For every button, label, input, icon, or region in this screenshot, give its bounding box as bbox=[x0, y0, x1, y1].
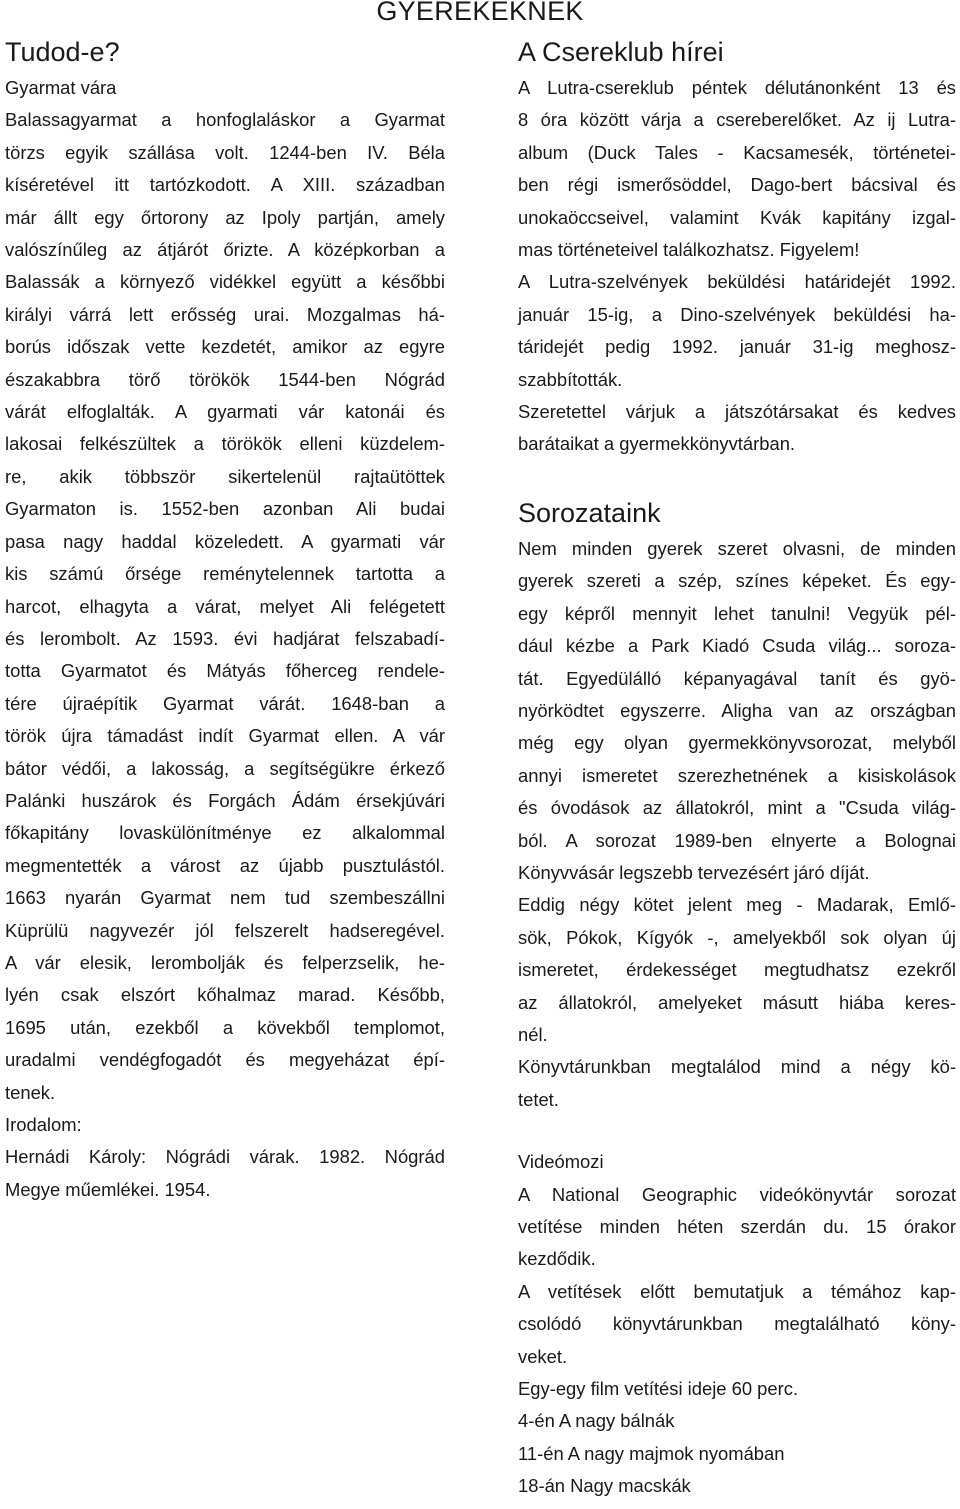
text-line: tére újraépítik Gyarmat várát. 1648-ban a bbox=[5, 692, 445, 714]
text-line: veket. bbox=[518, 1345, 568, 1367]
text-line: török újra támadást indít Gyarmat ellen. A vár bbox=[5, 725, 445, 747]
text-line: A vár elesik, lerombolják és felperzselik, he- bbox=[5, 951, 445, 973]
left-column bbox=[5, 34, 445, 1206]
text-line: barátaikat a gyermekkönyvtárban. bbox=[518, 433, 796, 455]
text-line: lakosai felkészültek a törökök elleni küzdelem- bbox=[5, 433, 445, 455]
text-line: lyén csak elszórt kőhalmaz marad. Később, bbox=[5, 984, 445, 1006]
text-line: A National Geographic videókönyvtár sorozat bbox=[518, 1183, 956, 1205]
text-line: A Lutra-csereklub péntek délutánonként 13 és bbox=[518, 77, 956, 98]
text-line: kezdődik. bbox=[518, 1248, 596, 1270]
text-line: főkapitány lovaskülönítménye ez alkalommal bbox=[5, 822, 445, 844]
text-line: csolódó könyvtárunkban megtalálható köny- bbox=[518, 1313, 956, 1335]
section-spacer bbox=[518, 461, 956, 495]
text-line: már állt egy őrtorony az Ipoly partján, amely bbox=[5, 206, 445, 228]
tudod-e-heading: Tudod-e? bbox=[5, 37, 120, 67]
text-line: 4-én A nagy bálnák bbox=[518, 1410, 675, 1432]
text-line: szabbították. bbox=[518, 368, 623, 390]
sorozataink-article bbox=[518, 533, 956, 1116]
text-line: kíséretével itt tartózkodott. A XIII. században bbox=[5, 174, 445, 196]
page-header: GYEREKEKNEK bbox=[376, 0, 584, 26]
text-line: 1663 nyarán Gyarmat nem tud szembeszállni bbox=[5, 887, 445, 909]
text-line: borús időszak vette kezdetét, amikor az egyre bbox=[5, 336, 445, 358]
text-line: és óvodások az állatokról, mint a "Csuda világ- bbox=[518, 797, 956, 819]
videomozi-article bbox=[518, 1179, 956, 1503]
text-line: az állatokról, amelyeket másutt hiába keres- bbox=[518, 991, 956, 1013]
text-line: még egy olyan gyermekkönyvsorozat, melyből bbox=[518, 732, 956, 754]
text-line: A Lutra-szelvények beküldési határidejét 1992. bbox=[518, 271, 956, 293]
videomozi-heading: Videómozi bbox=[518, 1151, 604, 1173]
text-line: Könyvvásár legszebb tervezésért járó díját. bbox=[518, 861, 870, 883]
text-line: Gyarmat vára bbox=[5, 77, 117, 98]
text-line: tát. Egyedülálló képanyagával tanít és gyö- bbox=[518, 667, 956, 689]
text-line: Küprülü nagyvezér jól felszerelt hadseregével. bbox=[5, 919, 445, 941]
text-line: és lerombolt. Az 1593. évi hadjárat felszabadí- bbox=[5, 627, 445, 649]
sorozataink-heading: Sorozataink bbox=[518, 497, 661, 528]
text-line: annyi ismeretet szerezhetnének a kisiskolások bbox=[518, 764, 956, 786]
csereklub-heading: A Csereklub hírei bbox=[518, 37, 724, 67]
text-line: nyörködtet egyszerre. Aligha van az országban bbox=[518, 699, 956, 721]
text-line: ismeretet, érdekességet megtudhatsz ezekről bbox=[518, 959, 956, 981]
text-line: Irodalom: bbox=[5, 1114, 82, 1135]
text-line: megmentették a várost az újabb pusztulástól. bbox=[5, 854, 445, 876]
tudod-e-article bbox=[5, 72, 445, 1206]
text-line: harcot, elhagyta a várat, melyet Ali felégetett bbox=[5, 595, 445, 617]
csereklub-article bbox=[518, 72, 956, 461]
text-line: tenek. bbox=[5, 1081, 56, 1103]
text-line: Egy-egy film vetítési ideje 60 perc. bbox=[518, 1378, 799, 1400]
text-line: vetítése minden héten szerdán du. 15 órakor bbox=[518, 1216, 956, 1237]
text-line: A vetítések előtt bemutatjuk a témához kap- bbox=[518, 1280, 956, 1302]
text-line: dául kézbe a Park Kiadó Csuda világ... soroza- bbox=[518, 635, 956, 657]
text-line: egy képről mennyit lehet tanulni! Vegyük pél- bbox=[518, 602, 956, 624]
text-line: unokaöccseivel, valamint Kvák kapitány izgal- bbox=[518, 206, 956, 228]
text-line: ból. A sorozat 1989-ben elnyerte a Bolognai bbox=[518, 829, 956, 851]
text-line: Gyarmaton is. 1552-ben azonban Ali budai bbox=[5, 498, 445, 520]
text-line: 18-án Nagy macskák bbox=[518, 1475, 691, 1497]
text-line: kis számú őrsége reménytelennek tartotta a bbox=[5, 563, 445, 585]
text-line: Eddig négy kötet jelent meg - Madarak, Emlő- bbox=[518, 894, 956, 916]
text-line: Balassák a környező vidékkel együtt a későbbi bbox=[5, 271, 445, 293]
text-line: Palánki huszárok és Forgách Ádám érsekjúvári bbox=[5, 789, 445, 811]
text-line: nél. bbox=[518, 1023, 548, 1045]
text-line: táridejét pedig 1992. január 31-ig meghosz- bbox=[518, 336, 956, 358]
text-line: album (Duck Tales - Kacsamesék, történetei- bbox=[518, 141, 956, 163]
text-line: Könyvtárunkban megtalálod mind a négy kö- bbox=[518, 1056, 956, 1078]
text-line: bátor védői, a lakosság, a segítségükre érkező bbox=[5, 757, 445, 779]
text-line: ben régi ismerősöddel, Dago-bert bácsival és bbox=[518, 174, 956, 196]
text-line: északabbra törő törökök 1544-ben Nógrád bbox=[5, 368, 445, 390]
text-line: valószínűleg az átjárót őrizte. A középkorban a bbox=[5, 239, 445, 261]
text-line: várát elfoglalták. A gyarmati vár katonái és bbox=[5, 401, 445, 423]
text-line: Megye műemlékei. 1954. bbox=[5, 1178, 211, 1200]
text-line: Nem minden gyerek szeret olvasni, de minden bbox=[518, 537, 956, 559]
text-line: Szeretettel várjuk a játszótársakat és kedves bbox=[518, 401, 956, 423]
text-line: törzs egyik szállása volt. 1244-ben IV. Béla bbox=[5, 141, 445, 163]
section-spacer bbox=[518, 1116, 956, 1146]
text-line: 11-én A nagy majmok nyomában bbox=[518, 1442, 785, 1464]
text-line: Balassagyarmat a honfoglaláskor a Gyarmat bbox=[5, 109, 445, 131]
text-line: január 15-ig, a Dino-szelvények beküldési ha- bbox=[518, 303, 956, 325]
text-line: gyerek szereti a szép, színes képeket. És egy- bbox=[518, 570, 956, 592]
text-line: Hernádi Károly: Nógrádi várak. 1982. Nógrád bbox=[5, 1146, 445, 1168]
text-line: 1695 után, ezekből a kövekből templomot, bbox=[5, 1016, 445, 1038]
text-line: 8 óra között várja a csereberelőket. Az ij Lutra- bbox=[518, 109, 956, 131]
text-line: uradalmi vendégfogadót és megyeházat épí- bbox=[5, 1049, 445, 1071]
text-line: re, akik többször sikertelenül rajtaütöttek bbox=[5, 465, 445, 487]
text-line: totta Gyarmatot és Mátyás főherceg rendele- bbox=[5, 660, 445, 682]
text-line: mas történeteivel találkozhatsz. Figyelem! bbox=[518, 239, 860, 261]
text-line: tetet. bbox=[518, 1088, 559, 1110]
text-line: pasa nagy haddal közeledett. A gyarmati vár bbox=[5, 530, 445, 552]
text-line: királyi várrá lett erősség urai. Mozgalmas há- bbox=[5, 303, 445, 325]
right-column bbox=[518, 34, 956, 1503]
text-line: sök, Pókok, Kígyók -, amelyekből sok olyan új bbox=[518, 926, 956, 948]
